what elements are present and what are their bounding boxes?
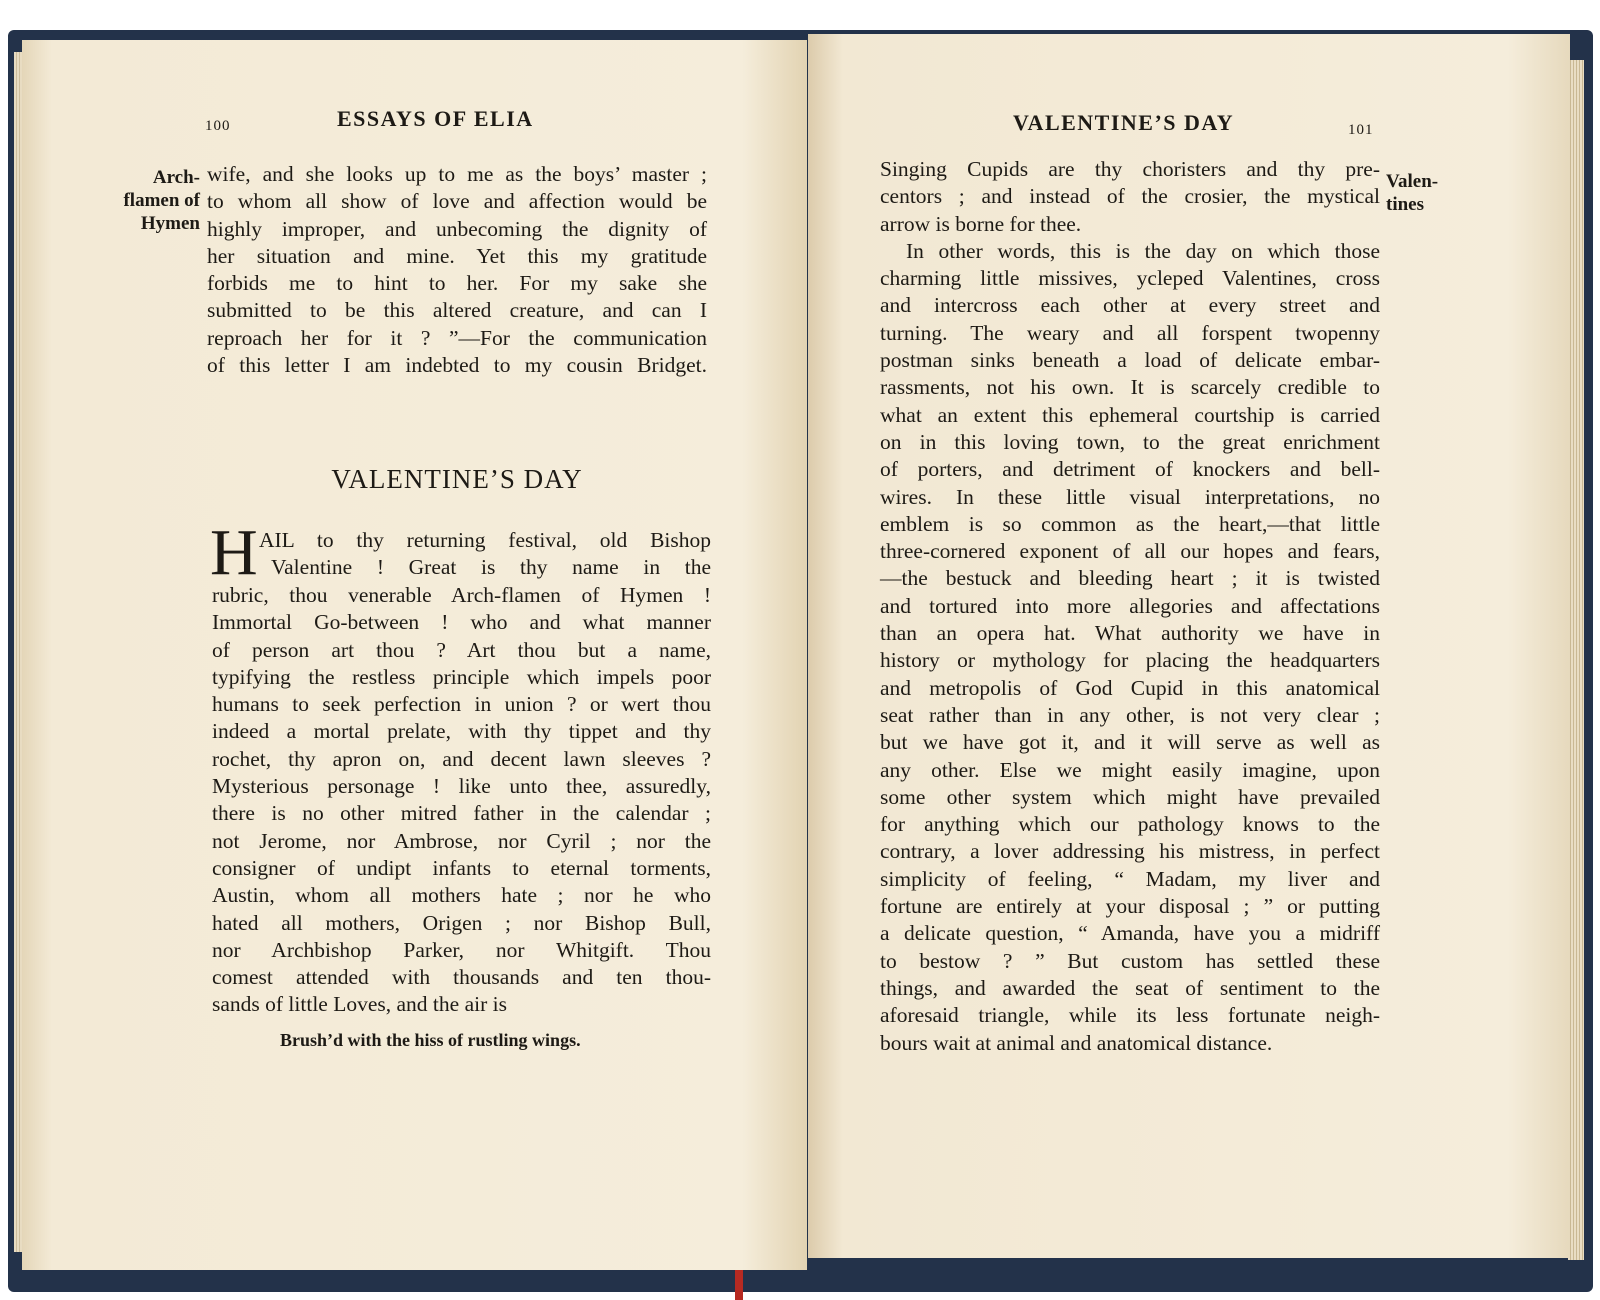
text-line: of porters, and detriment of knockers and bell- [880, 457, 1380, 482]
text-line: Valentine ! Great is thy name in the [271, 555, 711, 580]
running-head: ESSAYS OF ELIA [337, 106, 534, 131]
text-line: consigner of undipt infants to eternal torments, [212, 855, 711, 880]
text-line: comest attended with thousands and ten thou- [212, 965, 711, 990]
text-line: but we have got it, and it will serve as well as [880, 730, 1380, 755]
text-line: not Jerome, nor Ambrose, nor Cyril ; nor the [212, 828, 711, 853]
side-note-line: Valen- [1386, 171, 1439, 192]
side-note [1386, 170, 1476, 216]
text-line: to whom all show of love and affection would be [207, 189, 707, 214]
text-line: rochet, thy apron on, and decent lawn sleeves ? [212, 746, 711, 771]
page-number: 101 [1348, 122, 1374, 138]
text-line: of this letter I am indebted to my cousin Bridget. [207, 353, 707, 378]
text-line: on in this loving town, to the great enrichment [880, 429, 1380, 454]
text-line: a delicate question, “ Amanda, have you a midriff [880, 921, 1380, 946]
side-note-line: flamen of [123, 190, 200, 211]
drop-cap: H [210, 516, 258, 589]
text-line: seat rather than in any other, is not very clear ; [880, 702, 1380, 727]
text-line: contrary, a lover addressing his mistress, in perfect [880, 839, 1380, 864]
text-line: and tortured into more allegories and affectations [880, 593, 1380, 618]
side-note [100, 166, 200, 235]
text-line: turning. The weary and all forspent twopenny [880, 320, 1380, 345]
text-line: and metropolis of God Cupid in this anatomical [880, 675, 1380, 700]
essay-continuation [880, 156, 1380, 1057]
text-line: fortune are entirely at your disposal ; ” or putting [880, 894, 1380, 919]
essay-paragraph [212, 582, 711, 1019]
text-line: rubric, thou venerable Arch-flamen of Hymen ! [212, 583, 711, 607]
text-line: humans to seek perfection in union ? or wert thou [212, 692, 711, 717]
essay-title: VALENTINE’S DAY [331, 464, 583, 494]
text-line: rassments, not his own. It is scarcely credible to [880, 375, 1380, 400]
text-line: —the bestuck and bleeding heart ; it is twisted [880, 566, 1380, 591]
text-line: wife, and she looks up to me as the boys’ master ; [207, 162, 707, 186]
text-line: arrow is borne for thee. [880, 211, 1082, 236]
text-line: centors ; and instead of the crosier, the mystical [880, 184, 1380, 209]
text-line: history or mythology for placing the headquarters [880, 648, 1380, 673]
text-line: charming little missives, ycleped Valentines, cross [880, 266, 1380, 291]
text-line: Immortal Go-between ! who and what manner [212, 610, 711, 635]
text-line: simplicity of feeling, “ Madam, my liver and [880, 866, 1380, 891]
text-line: Singing Cupids are thy choristers and thy pre- [880, 157, 1380, 181]
side-note-line: Arch- [152, 167, 200, 188]
side-note-line: Hymen [140, 213, 200, 234]
text-line: nor Archbishop Parker, nor Whitgift. Thou [212, 937, 711, 962]
text-line: three-cornered exponent of all our hopes and fears, [880, 539, 1380, 564]
text-line: hated all mothers, Origen ; nor Bishop Bull, [212, 910, 711, 935]
text-line: her situation and mine. Yet this my gratitude [207, 243, 707, 268]
text-line: what an extent this ephemeral courtship is carried [880, 402, 1380, 427]
text-line: for anything which our pathology knows to the [880, 812, 1380, 837]
text-line: aforesaid triangle, while its less fortunate neigh- [880, 1003, 1380, 1028]
text-line: Mysterious personage ! like unto thee, assuredly, [212, 774, 711, 799]
left-page [22, 40, 807, 1270]
text-line: there is no other mitred father in the calendar ; [212, 801, 711, 826]
text-line: AIL to thy returning festival, old Bishop [259, 528, 711, 552]
opening-paragraph [207, 161, 707, 379]
side-note-line: tines [1386, 194, 1424, 215]
text-line: wires. In these little visual interpretations, no [880, 484, 1380, 509]
text-line: indeed a mortal prelate, with thy tippet and thy [212, 719, 711, 744]
essay-first-lines [259, 527, 711, 582]
text-line: sands of little Loves, and the air is [212, 992, 507, 1017]
text-line: Austin, whom all mothers hate ; nor he who [212, 883, 711, 908]
running-head: VALENTINE’S DAY [1013, 110, 1235, 135]
text-line: things, and awarded the seat of sentiment to the [880, 975, 1380, 1000]
text-line: of person art thou ? Art thou but a name, [212, 637, 711, 662]
right-page [808, 34, 1570, 1258]
page-number: 100 [205, 118, 231, 134]
text-line: postman sinks beneath a load of delicate embar- [880, 348, 1380, 373]
text-line: than an opera hat. What authority we have in [880, 621, 1380, 646]
text-line: In other words, this is the day on which those [906, 238, 1380, 263]
text-line: reproach her for it ? ”—For the communication [207, 325, 707, 350]
text-line: forbids me to hint to her. For my sake she [207, 271, 707, 296]
text-line: any other. Else we might easily imagine, upon [880, 757, 1380, 782]
text-line: and intercross each other at every street and [880, 293, 1380, 318]
text-line: bours wait at animal and anatomical distance. [880, 1030, 1273, 1055]
text-line: typifying the restless principle which impels poor [212, 664, 711, 689]
verse-quotation: Brush’d with the hiss of rustling wings. [280, 1030, 581, 1050]
text-line: emblem is so common as the heart,—that little [880, 511, 1380, 536]
text-line: submitted to be this altered creature, and can I [207, 298, 707, 323]
text-line: some other system which might have prevailed [880, 784, 1380, 809]
text-line: to bestow ? ” But custom has settled these [880, 948, 1380, 973]
page-edges-right [1568, 60, 1584, 1260]
text-line: highly improper, and unbecoming the dignity of [207, 216, 707, 241]
